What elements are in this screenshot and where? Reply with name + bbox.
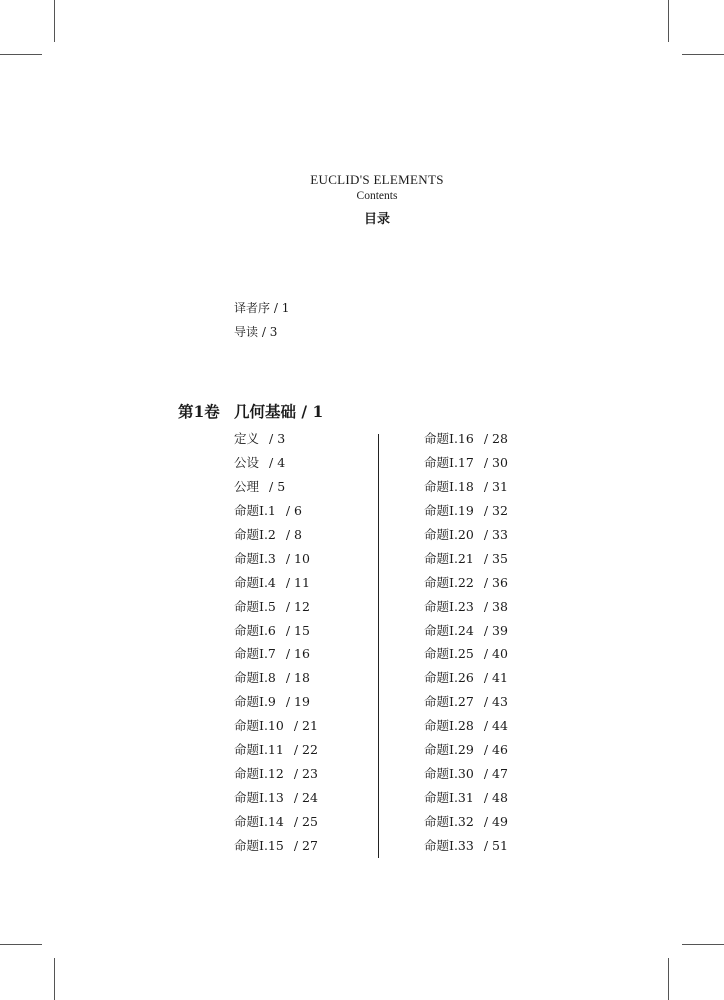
toc-entry[interactable] <box>424 430 508 454</box>
page-subtitle-english: Contents <box>356 190 398 202</box>
crop-mark-bottom-left-horizontal <box>0 944 42 945</box>
toc-entry[interactable] <box>234 574 318 598</box>
crop-mark-bottom-left-vertical <box>54 958 55 1000</box>
toc-entry-label: 命题Ⅰ.20 <box>424 526 474 542</box>
toc-entry-page: / 25 <box>293 814 318 829</box>
toc-entry-label: 命题Ⅰ.17 <box>424 454 474 470</box>
toc-entry-label: 命题Ⅰ.24 <box>424 622 474 638</box>
toc-entry-label: 命题Ⅰ.6 <box>234 622 276 638</box>
toc-entry-page: / 4 <box>269 454 286 470</box>
toc-entry-label: 命题Ⅰ.26 <box>424 670 474 686</box>
toc-entry-page: / 8 <box>285 526 303 542</box>
toc-entry[interactable] <box>424 454 508 478</box>
front-matter-list <box>234 300 289 348</box>
toc-entry-page: / 51 <box>483 837 508 853</box>
toc-entry-label: 命题Ⅰ.10 <box>234 718 284 734</box>
toc-entry-introduction[interactable] <box>234 324 289 348</box>
toc-entry[interactable] <box>424 550 508 574</box>
toc-entry-label: 导读 <box>234 325 259 339</box>
toc-entry-page: / 12 <box>285 598 310 614</box>
toc-entry-label: 命题Ⅰ.3 <box>234 550 276 566</box>
toc-entry[interactable] <box>234 693 318 717</box>
toc-entry-label: 命题Ⅰ.2 <box>234 526 276 542</box>
toc-entry-page: / 21 <box>293 718 318 734</box>
page-title-chinese: 目录 <box>363 212 390 227</box>
toc-entry[interactable] <box>234 622 318 646</box>
toc-entry[interactable] <box>424 574 508 598</box>
crop-mark-bottom-right-vertical <box>668 958 669 1000</box>
toc-entry-page: / 39 <box>483 622 508 638</box>
toc-entry-label: 命题Ⅰ.32 <box>424 814 474 829</box>
toc-entry[interactable] <box>234 478 318 502</box>
toc-entry-page: / 35 <box>483 550 508 566</box>
toc-entry-page: / 31 <box>483 478 508 494</box>
toc-entry-label: 命题Ⅰ.5 <box>234 598 276 614</box>
toc-entry-page: / 40 <box>483 646 508 662</box>
toc-entry-label: 命题Ⅰ.4 <box>234 574 276 590</box>
volume-number: 第1卷 <box>178 402 220 421</box>
toc-entry-label: 命题Ⅰ.14 <box>234 814 284 829</box>
toc-entry-label: 命题Ⅰ.25 <box>424 646 474 662</box>
toc-entry[interactable] <box>424 526 508 550</box>
toc-entry-page: / 47 <box>483 766 508 782</box>
toc-entry[interactable] <box>424 717 508 741</box>
toc-entry[interactable] <box>234 741 318 765</box>
toc-entry-page: / 49 <box>483 814 508 829</box>
toc-entry[interactable] <box>424 669 508 693</box>
toc-entry[interactable] <box>424 837 508 861</box>
toc-entry[interactable] <box>424 789 508 813</box>
toc-entry-page: / 24 <box>293 790 318 806</box>
toc-entry-page: / 28 <box>483 431 508 446</box>
toc-entry-page: / 33 <box>483 526 508 542</box>
crop-mark-top-right-vertical <box>668 0 669 42</box>
toc-entry-label: 命题Ⅰ.30 <box>424 766 474 782</box>
toc-entry[interactable] <box>424 502 508 526</box>
toc-left-column <box>234 430 318 861</box>
crop-mark-top-left-vertical <box>54 0 55 42</box>
toc-entry[interactable] <box>234 837 318 861</box>
toc-entry[interactable] <box>234 502 318 526</box>
toc-entry[interactable] <box>234 765 318 789</box>
toc-entry[interactable] <box>424 478 508 502</box>
toc-entry-page: / 3 <box>269 431 286 446</box>
toc-entry[interactable] <box>234 669 318 693</box>
toc-entry[interactable] <box>234 598 318 622</box>
toc-entry-label: 命题Ⅰ.12 <box>234 766 284 782</box>
toc-entry-label: 定义 <box>234 431 260 446</box>
toc-entry-page: / 30 <box>483 454 508 470</box>
toc-entry-page: / 18 <box>285 670 310 686</box>
toc-entry-page: / 11 <box>285 574 310 590</box>
toc-entry[interactable] <box>424 645 508 669</box>
toc-entry-label: 命题Ⅰ.18 <box>424 478 474 494</box>
toc-entry-label: 命题Ⅰ.11 <box>234 742 284 758</box>
toc-entry[interactable] <box>234 813 318 837</box>
toc-right-column <box>424 430 508 861</box>
toc-entry-page: / 27 <box>293 837 318 853</box>
toc-entry-label: 命题Ⅰ.21 <box>424 550 474 566</box>
volume-title: 几何基础 <box>234 402 297 421</box>
toc-entry[interactable] <box>424 598 508 622</box>
toc-entry-label: 命题Ⅰ.7 <box>234 646 276 662</box>
toc-entry-page: / 19 <box>285 694 310 710</box>
toc-entry-label: 命题Ⅰ.16 <box>424 431 474 446</box>
toc-entry[interactable] <box>234 430 318 454</box>
toc-entry-page: / 1 <box>273 301 290 315</box>
toc-entry-label: 命题Ⅰ.22 <box>424 574 474 590</box>
toc-entry-page: / 44 <box>483 718 508 734</box>
toc-entry-page: / 32 <box>483 502 508 518</box>
toc-entry[interactable] <box>424 813 508 837</box>
toc-entry-page: / 48 <box>483 790 508 806</box>
toc-entry-label: 命题Ⅰ.9 <box>234 694 276 710</box>
toc-entry[interactable] <box>424 741 508 765</box>
toc-entry-page: / 5 <box>269 478 286 494</box>
toc-entry-label: 命题Ⅰ.8 <box>234 670 276 686</box>
toc-entry-page: / 22 <box>293 742 318 758</box>
toc-entry[interactable] <box>234 717 318 741</box>
toc-entry-page: / 15 <box>285 622 310 638</box>
toc-entry-label: 译者序 <box>234 301 271 315</box>
toc-entry-translator-preface[interactable] <box>234 300 289 324</box>
toc-entry[interactable] <box>234 550 318 574</box>
toc-entry[interactable] <box>234 789 318 813</box>
toc-entry[interactable] <box>234 645 318 669</box>
toc-entry-label: 命题Ⅰ.13 <box>234 790 284 806</box>
toc-entry-label: 命题Ⅰ.23 <box>424 598 474 614</box>
column-divider <box>378 434 379 858</box>
toc-entry-page: / 36 <box>483 574 508 590</box>
toc-entry-page: / 41 <box>483 670 508 686</box>
page-title-english: EUCLID'S ELEMENTS <box>310 172 444 187</box>
toc-entry-page: / 10 <box>285 550 310 566</box>
toc-entry-label: 命题Ⅰ.33 <box>424 837 474 853</box>
volume-heading[interactable] <box>178 400 323 422</box>
toc-entry-page: / 43 <box>483 694 508 710</box>
crop-mark-bottom-right-horizontal <box>682 944 724 945</box>
toc-entry[interactable] <box>234 454 318 478</box>
toc-entry-page: / 46 <box>483 742 508 758</box>
toc-entry-label: 命题Ⅰ.28 <box>424 718 474 734</box>
crop-mark-top-left-horizontal <box>0 54 42 55</box>
volume-page: / 1 <box>301 402 324 421</box>
toc-entry-label: 命题Ⅰ.19 <box>424 502 474 518</box>
toc-entry-page: / 38 <box>483 598 508 614</box>
toc-entry[interactable] <box>424 622 508 646</box>
toc-entry-label: 命题Ⅰ.31 <box>424 790 474 806</box>
toc-entry-page: / 16 <box>285 646 310 662</box>
toc-entry[interactable] <box>424 693 508 717</box>
toc-entry-page: / 3 <box>261 325 278 339</box>
toc-entry-label: 公设 <box>234 454 260 470</box>
toc-entry-label: 命题Ⅰ.29 <box>424 742 474 758</box>
toc-entry-label: 命题Ⅰ.1 <box>234 502 276 518</box>
toc-entry-page: / 23 <box>293 766 318 782</box>
toc-entry[interactable] <box>424 765 508 789</box>
toc-entry-label: 命题Ⅰ.15 <box>234 837 284 853</box>
crop-mark-top-right-horizontal <box>682 54 724 55</box>
toc-entry-label: 公理 <box>234 478 260 494</box>
toc-entry-label: 命题Ⅰ.27 <box>424 694 474 710</box>
toc-entry-page: / 6 <box>285 502 303 518</box>
toc-entry[interactable] <box>234 526 318 550</box>
